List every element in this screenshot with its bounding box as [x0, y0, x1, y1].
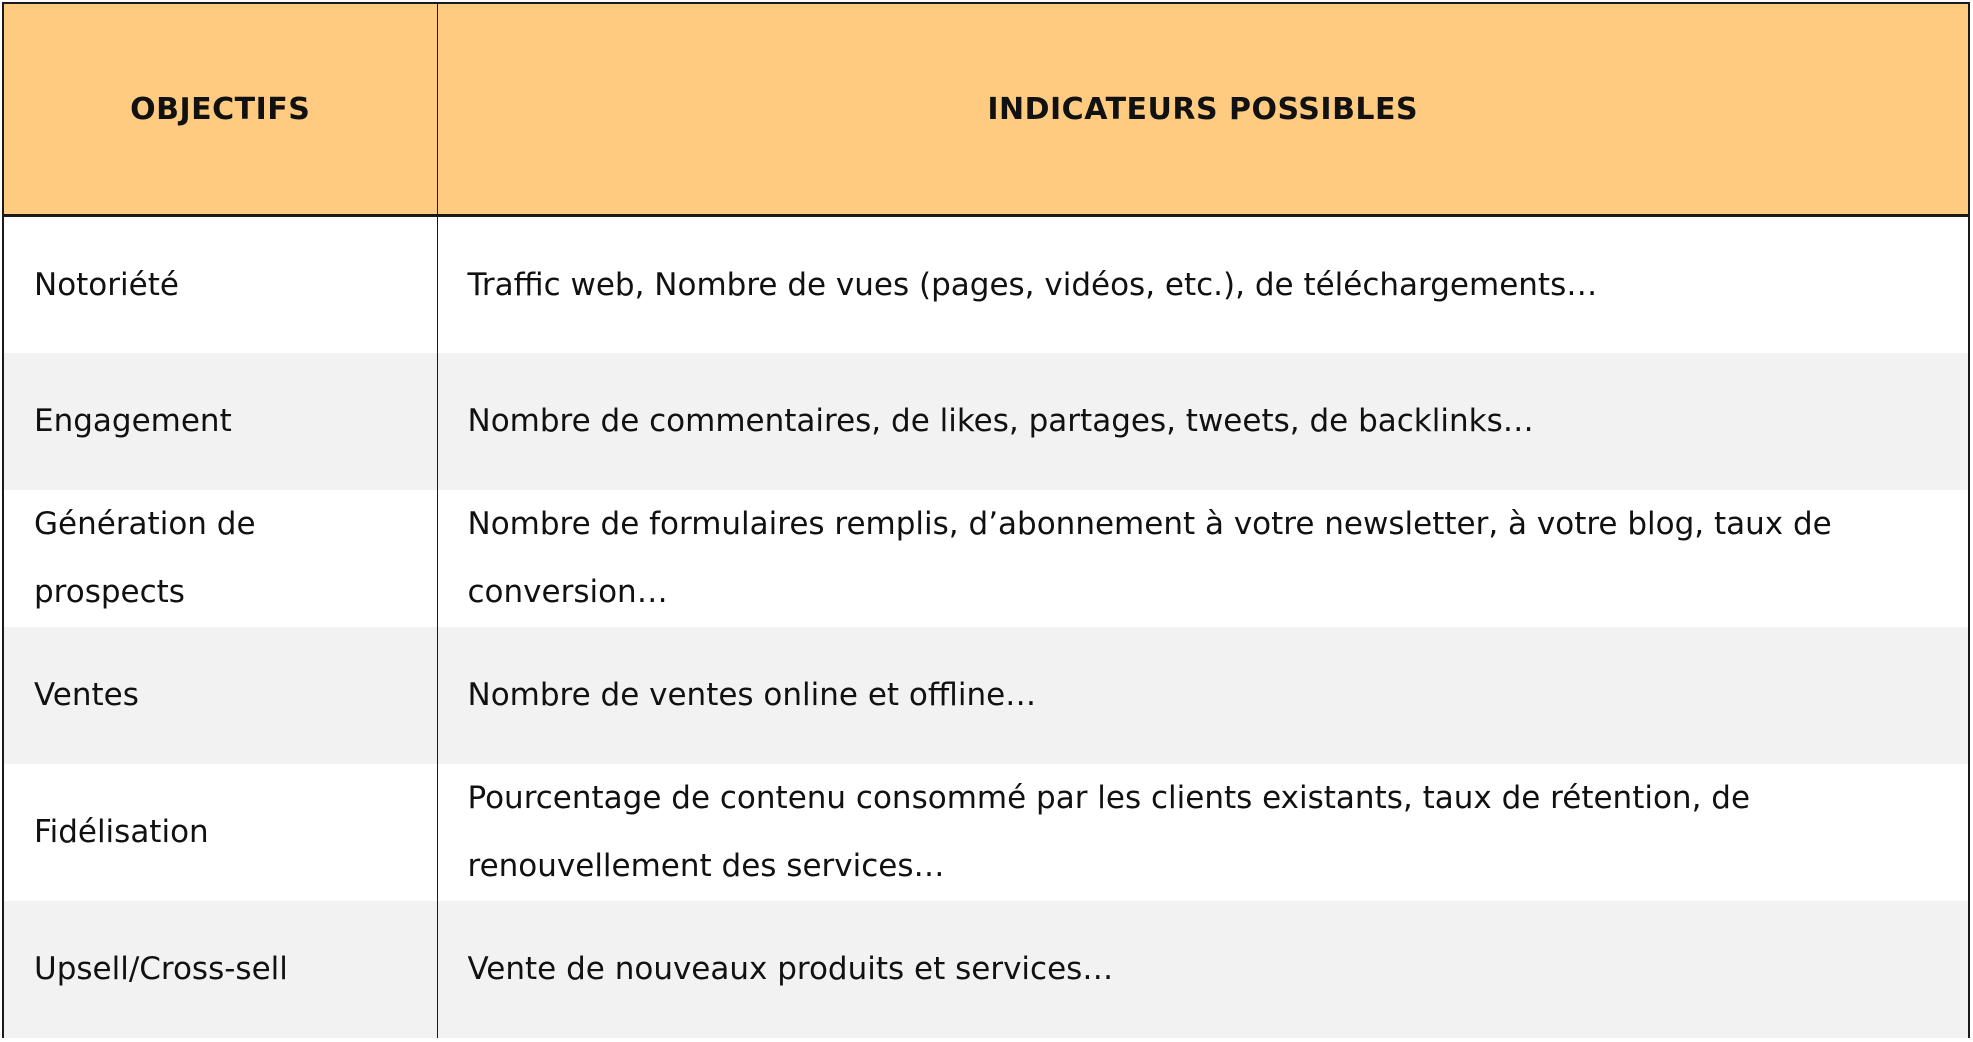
indicators-cell: Nombre de formulaires remplis, d’abonnement à votre newsletter, à votre blog, taux de conversion… — [437, 490, 1968, 627]
objective-cell: Notoriété — [4, 216, 437, 353]
table-body — [4, 216, 1968, 1038]
indicators-cell: Pourcentage de contenu consommé par les clients existants, taux de rétention, de renouvellement des services… — [437, 764, 1968, 901]
indicators-cell: Vente de nouveaux produits et services… — [437, 901, 1968, 1038]
objective-cell: Génération de prospects — [4, 490, 437, 627]
table-header — [4, 4, 1968, 216]
objective-cell: Engagement — [4, 353, 437, 490]
header-indicators: INDICATEURS POSSIBLES — [437, 4, 1968, 216]
indicators-cell: Nombre de ventes online et offline… — [437, 627, 1968, 764]
objective-cell: Fidélisation — [4, 764, 437, 901]
indicators-cell: Nombre de commentaires, de likes, partages, tweets, de backlinks… — [437, 353, 1968, 490]
objectives-indicators-table — [2, 2, 1970, 1038]
table-row — [4, 353, 1968, 490]
table-row — [4, 216, 1968, 353]
header-objectives: OBJECTIFS — [4, 4, 437, 216]
table-row — [4, 764, 1968, 901]
table-row — [4, 490, 1968, 627]
kpi-table — [4, 4, 1968, 1038]
table-row — [4, 627, 1968, 764]
table-row — [4, 901, 1968, 1038]
objective-cell: Upsell/Cross-sell — [4, 901, 437, 1038]
header-row — [4, 4, 1968, 216]
indicators-cell: Traffic web, Nombre de vues (pages, vidéos, etc.), de téléchargements… — [437, 216, 1968, 353]
objective-cell: Ventes — [4, 627, 437, 764]
